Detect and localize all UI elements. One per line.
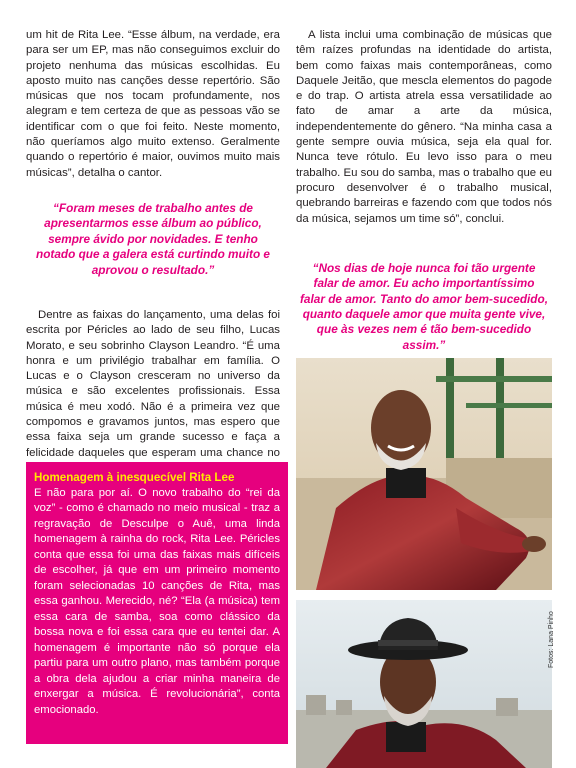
box-title: Homenagem à inesquecível Rita Lee	[34, 471, 235, 484]
right-paragraph-1: A lista inclui uma combinação de músicas que têm raízes profundas na identidade do artista, bem como faixas mais contemporâneas, como Daquele Jeitão, que mescla elementos do pagode e do trap. O artista atrela essa versatilidade ao fato de amar a arte da música, independentemente do gênero. “Na minha casa a gente sempre ouvia música, seja ela qual for. Nunca teve rótulo. Eu levo isso para o meu trabalho. Eu sou do samba, mas o trabalho que eu procuro desenvolver é o trabalho musical, quebrando barreiras e fazendo com que todos nós da música, sejamos um time só”, conclui.	[296, 29, 552, 225]
left-paragraph-2: Dentre as faixas do lançamento, uma delas foi escrita por Péricles ao lado de seu filho, Lucas Morato, e seu sobrinho Clayson Leandro. “É uma honra e um privilégio trabalhar em família. O Lucas e o Clayson cresceram no universo da música e são excelentes profissionais. Essa música é meu xodó. Não é a primeira vez que compomos e gravamos juntos, mas espero que essa faixa seja um grande sucesso e faça a felicidade daqueles que esperam uma chance no	[26, 309, 280, 459]
left-column	[26, 28, 280, 476]
left-paragraph-1: um hit de Rita Lee. “Esse álbum, na verdade, era para ser um EP, mas não conseguimos excluir do projeto nenhuma das músicas escolhidas. Eu aposto muito nas canções desse repertório. São músicas que nos tocam profundamente, nos alegram e tem certeza de que as pessoas vão se identificar com o que foi feito. Neste momento, não queríamos algo muito extenso. Geralmente quando o repertório é maior, ouvimos muito mais músicas”, detalha o cantor.	[26, 29, 280, 179]
pull-quote-1: “Foram meses de trabalho antes de apresentarmos esse álbum ao público, sempre ávido por novidades. E tenho notado que a galera está curtindo muito e aprovou o resultado.”	[35, 200, 270, 277]
photo-credit: Fotos: Lana Pinho	[548, 611, 555, 668]
artist-photo-hat	[296, 600, 552, 768]
right-column	[296, 28, 552, 353]
pull-quote-2: “Nos dias de hoje nunca foi tão urgente falar de amor. Eu acho importantíssimo falar de amor. Tanto do amor bem-sucedido, quanto daquele amor que muita gente vive, que às vezes nem é tão bem-sucedido assim.”	[300, 260, 548, 352]
artist-photo-smiling	[296, 358, 552, 590]
sidebar-box-rita-lee	[26, 462, 288, 744]
box-text: E não para por aí. O novo trabalho do “rei da voz” - como é chamado no meio musical - traz a regravação de Desculpe o Auê, uma linda homenagem à rainha do rock, Rita Lee. Péricles conta que essa foi uma das faixas mais difíceis de escolher, já que em um primeiro momento foram selecionadas 10 canções de Rita, mas essa ganhou. Merecido, né? “Ela (a música) tem essa cara de samba, soa como clássico da bossa nova e foi essa cara que eu tentei dar. A homenagem é importante não só porque ela partiu para um outro plano, mas também porque a obra dela ajudou a criar minha maneira de enxergar a música. É revolucionária”, conta emocionado.	[34, 486, 280, 716]
